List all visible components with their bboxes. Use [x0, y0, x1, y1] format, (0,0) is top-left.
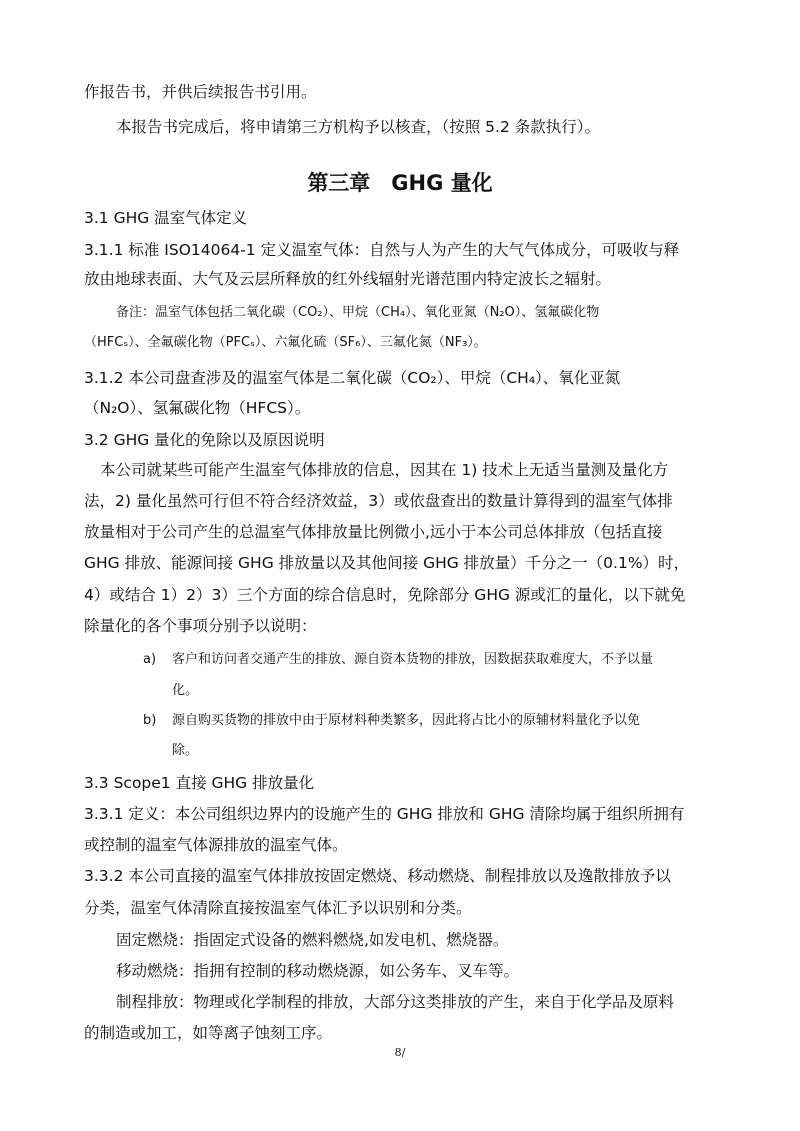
list-item-b-line-2: 除。 — [172, 743, 199, 758]
chapter-title: 第三章 GHG 量化 — [307, 171, 493, 195]
para-3-3-2-line-1: 3.3.2 本公司直接的温室气体排放按固定燃烧、移动燃烧、制程排放以及逸散排放予以 — [84, 867, 671, 885]
para-3-2-line-5: 4）或结合 1）2）3）三个方面的综合信息时，免除部分 GHG 源或汇的量化，以下就免 — [84, 586, 686, 604]
para-3-1-2-line-1: 3.1.2 本公司盘查涉及的温室气体是二氧化碳（CO₂）、甲烷（CH₄）、氧化亚氮 — [84, 369, 621, 387]
para-3-1-1-line-1: 3.1.1 标准 ISO14064-1 定义温室气体：自然与人为产生的大气气体成分，可吸收与释 — [84, 241, 680, 259]
page-number: 8/ — [394, 1046, 406, 1059]
para-3-2-line-4: GHG 排放、能源间接 GHG 排放量以及其他间接 GHG 排放量）千分之一（0.1%）时， — [84, 554, 690, 572]
para-3-2-line-2: 法，2) 量化虽然可行但不符合经济效益，3）或依盘查出的数量计算得到的温室气体排 — [84, 492, 673, 510]
list-item-b-line-1: 源自购买货物的排放中由于原材料种类繁多，因此将占比小的原辅材料量化予以免 — [172, 713, 641, 728]
para-3-2-line-3: 放量相对于公司产生的总温室气体排放量比例微小,远小于本公司总体排放（包括直接 — [84, 523, 663, 541]
section-3-2-heading: 3.2 GHG 量化的免除以及原因说明 — [84, 431, 325, 449]
def-mobile-combustion: 移动燃烧：指拥有控制的移动燃烧源，如公务车、叉车等。 — [116, 962, 520, 980]
para-3-3-2-line-2: 分类，温室气体清除直接按温室气体汇予以识别和分类。 — [84, 899, 472, 917]
intro-line-1: 作报告书，并供后续报告书引用。 — [84, 83, 317, 101]
def-process-emission-line-2: 的制造或加工，如等离子蚀刻工序。 — [84, 1024, 333, 1042]
intro-line-2: 本报告书完成后，将申请第三方机构予以核查，（按照 5.2 条款执行）。 — [116, 118, 601, 136]
para-3-3-1-line-2: 或控制的温室气体源排放的温室气体。 — [84, 836, 348, 854]
section-3-1-heading: 3.1 GHG 温室气体定义 — [84, 209, 248, 227]
para-3-1-1-line-2: 放由地球表面、大气及云层所释放的红外线辐射光谱范围内特定波长之辐射。 — [84, 270, 612, 288]
para-3-1-2-line-2: （N₂O）、氢氟碳化物（HFCS）。 — [84, 399, 311, 417]
list-item-a-line-1: 客户和访问者交通产生的排放、源自资本货物的排放，因数据获取难度大，不予以量 — [172, 652, 654, 667]
para-3-2-line-1: 本公司就某些可能产生温室气体排放的信息，因其在 1) 技术上无适当量测及量化方 — [100, 461, 669, 479]
note-line-1: 备注：温室气体包括二氧化碳（CO₂）、甲烷（CH₄）、氧化亚氮（N₂O）、氢氟碳化物 — [116, 305, 600, 320]
para-3-3-1-line-1: 3.3.1 定义：本公司组织边界内的设施产生的 GHG 排放和 GHG 清除均属于组织所拥有 — [84, 805, 685, 823]
section-3-3-heading: 3.3 Scope1 直接 GHG 排放量化 — [84, 774, 315, 792]
list-item-a-marker: a) — [143, 652, 157, 667]
para-3-2-line-6: 除量化的各个事项分别予以说明： — [84, 617, 317, 635]
list-item-a-line-2: 化。 — [172, 683, 199, 698]
note-line-2: （HFCₛ）、全氟碳化物（PFCₛ）、六氟化硫（SF₆）、三氟化氮（NF₃）。 — [84, 335, 487, 350]
def-stationary-combustion: 固定燃烧：指固定式设备的燃料燃烧,如发电机、燃烧器。 — [116, 931, 509, 949]
list-item-b-marker: b) — [143, 713, 157, 728]
def-process-emission-line-1: 制程排放：物理或化学制程的排放，大部分这类排放的产生，来自于化学品及原料 — [116, 993, 675, 1011]
